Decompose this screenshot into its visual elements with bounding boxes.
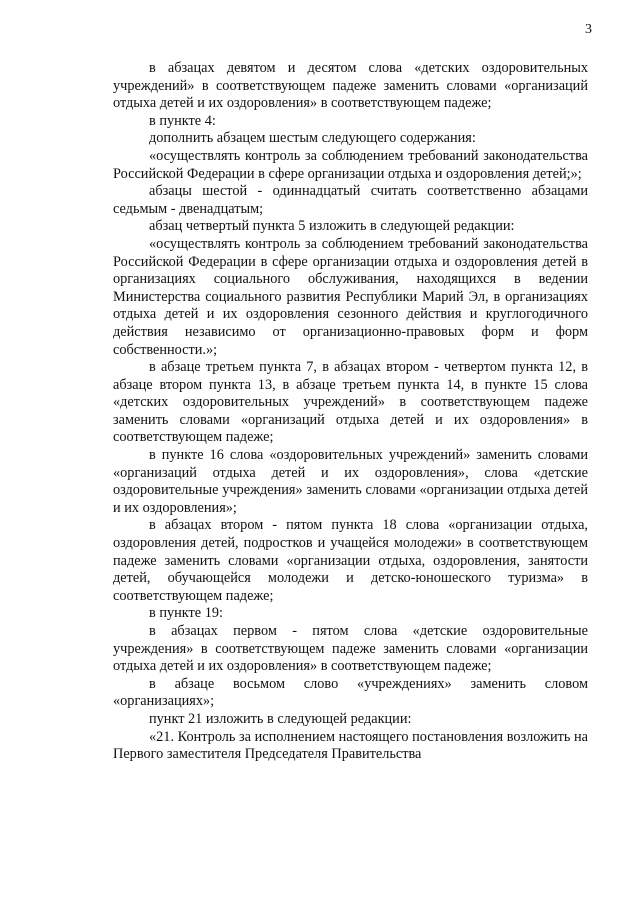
paragraph: абзац четвертый пункта 5 изложить в следующей редакции: xyxy=(149,218,515,235)
paragraph: в абзацах первом - пятом слова «детские оздоровительные учреждения» в соответствующем падеже заменить словами «организации отдыха детей и их оздоровления» в соответствующем падеже; xyxy=(113,623,588,675)
paragraph: дополнить абзацем шестым следующего содержания: xyxy=(149,130,476,147)
paragraph: в пункте 4: xyxy=(149,112,216,129)
paragraph: абзацы шестой - одиннадцатый считать соответственно абзацами седьмым - двенадцатым; xyxy=(113,183,588,217)
paragraph: в абзаце восьмом слово «учреждениях» заменить словом «организациях»; xyxy=(113,675,588,710)
paragraph: в пункте 16 слова «оздоровительных учреждений» заменить словами «организаций отдыха детей и их оздоровления», слова «детские оздоровительные учреждения» заменить словами «организации отдыха детей и их оздоровления»; xyxy=(113,447,588,516)
paragraph: в абзацах втором - пятом пункта 18 слова «организации отдыха, оздоровления детей, подростков и учащейся молодежи» в соответствующем падеже заменить словами «организации отдыха, оздоровления, занятости детей, обучающейся молодежи и детско-юношеского туризма» в соответствующем падеже; xyxy=(113,517,588,604)
paragraph: в абзацах девятом и десятом слова «детских оздоровительных учреждений» в соответствующем падеже заменить словами «организаций отдыха детей и их оздоровления» в соответствующем падеже; xyxy=(113,60,588,112)
paragraph: «осуществлять контроль за соблюдением требований законодательства Российской Федерации в сфере организации отдыха и оздоровления детей;»; xyxy=(113,147,588,182)
paragraph: в абзаце третьем пункта 7, в абзацах втором - четвертом пункта 12, в абзаце втором пункта 13, в абзаце третьем пункта 14, в пункте 15 слова «детских оздоровительных учреждений» в соответствующем падеже заменить словами «организаций отдыха детей и их оздоровления» в соответствующем падеже; xyxy=(113,359,588,446)
paragraph: в пункте 19: xyxy=(149,605,223,622)
paragraph: «осуществлять контроль за соблюдением требований законодательства Российской Федерации в сфере организации отдыха и оздоровления детей в организациях социального обслуживания, находящихся в ведении Министерства социального развития Республики Марий Эл, в организациях отдыха детей и их оздоровления сезонного действия и круглогодичного действия независимо от организационно-правовых форм и форм собственности.»; xyxy=(113,235,588,358)
paragraph: пункт 21 изложить в следующей редакции: xyxy=(149,710,412,727)
document-body xyxy=(113,60,588,764)
paragraph: «21. Контроль за исполнением настоящего постановления возложить на Первого заместителя Председателя Правительства xyxy=(113,728,588,763)
page-number: 3 xyxy=(585,22,592,37)
